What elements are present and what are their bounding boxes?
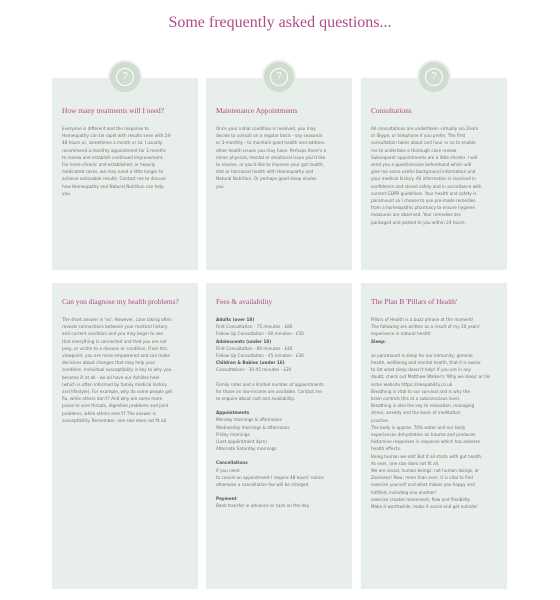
body-line: and lifestyle). For example, why do some people get: [62, 389, 173, 395]
body-line: susceptibility. Remember, one size does not fit all.: [62, 417, 168, 423]
body-line: exercise creates movement, flow and flexibility.: [371, 496, 471, 502]
faq-card-maintenance: [206, 71, 352, 270]
body-line: confidence and stored safely and in accordance with: [371, 183, 482, 189]
body-line: Friday mornings: [216, 431, 250, 437]
body-line: decide to consult on a regular basis - say seasonal: [216, 133, 322, 139]
body-line: to enquire about cost and availability.: [216, 396, 295, 402]
body-line: Adults (over 18): [216, 317, 255, 322]
body-line: your medical history. All information is received in: [371, 176, 476, 182]
body-line: stress, anxiety and the basis of meditation: [371, 410, 461, 416]
body-line: packaged and posted to you within 24 hours.: [371, 219, 466, 225]
body-line: reveals connections between your medical history: [62, 324, 168, 330]
body-line: minor physical, mental or emotional issue you'd like: [216, 154, 326, 160]
body-line: Appointments: [216, 410, 250, 416]
card-body: [371, 316, 497, 510]
body-line: Make it worthwhile, make it social and get outside!: [371, 504, 478, 510]
body-line: that everything is connected and that you are not: [62, 338, 167, 344]
body-line: and current condition and you may begin to see: [62, 331, 163, 337]
body-line: diet or hormonal health with Homeopathy and: [216, 169, 314, 175]
body-line: (Last appointment 4pm): [216, 439, 267, 445]
card-body: [216, 125, 342, 190]
body-line: [371, 345, 497, 352]
body-line: Everyone is different and the response to: [62, 126, 149, 131]
spacer: [216, 488, 342, 495]
card-body: [62, 125, 188, 197]
body-line: prone to sore throats, digestive problems and joint: [62, 403, 169, 409]
body-line: practise.: [371, 417, 390, 423]
body-line: Sleep:: [371, 338, 386, 344]
body-line: consultation takes about and hour or so to enable: [371, 140, 476, 146]
body-line: Pillars of Health is a buzz phrase at the moment!: [371, 317, 474, 322]
body-line: experiences dehydration as trauma and produces: [371, 432, 476, 438]
body-line: give me some useful background information and: [371, 169, 476, 175]
body-line: health, wellbeing and mental health, that it is easier: [371, 360, 481, 366]
body-line: health effects.: [371, 446, 402, 452]
card-title: Consultations: [371, 106, 412, 115]
spacer: [216, 402, 342, 409]
body-line: (which is often informed by family medical history: [62, 381, 168, 387]
body-line: become ill at all - we all have our Achilles heel: [62, 374, 160, 380]
body-line: other health issues you may have. Perhaps there's a: [216, 147, 327, 153]
body-line: Breathing is also the key to relaxation, managing: [371, 403, 475, 409]
card-body: [62, 316, 188, 424]
card-body: [216, 316, 342, 510]
body-line: Once your initial condition is resolved, you may: [216, 126, 316, 131]
card-title: Maintenance Appointments: [216, 106, 298, 115]
card-title: The Plan B 'Pillars of Health': [371, 297, 458, 306]
body-line: achieve noticeable results. Contact me to discuss: [62, 176, 167, 182]
card-body: [371, 125, 497, 226]
question-icon: ?: [417, 60, 451, 94]
body-line: decisions about changes that may help your: [62, 360, 156, 366]
body-line: for those on low-income are available. Contact me: [216, 388, 322, 394]
body-line: viewpoint, you are more empowered and can make: [62, 353, 170, 359]
body-line: to review and establish continued improvement.: [62, 154, 164, 160]
body-line: prey, or victim to a disease or condition. From this: [62, 345, 168, 351]
body-line: condition. Individual susceptibility is key to why you: [62, 367, 172, 373]
body-line: Monday mornings & afternoons: [216, 417, 282, 423]
body-line: so paramount is sleep for our immunity, general: [371, 352, 473, 358]
body-line: First Consultation - 75 minutes - £80: [216, 324, 293, 330]
faq-card-pillars: [361, 283, 507, 589]
body-line: Adolescents (under 18): [216, 338, 272, 344]
body-line: Children & Babies (under 16): [216, 360, 285, 366]
body-line: Bank transfer in advance or cash on the day: [216, 503, 310, 509]
body-line: Follow Up Consultation - 45 minutes - £30: [216, 353, 304, 359]
body-line: otherwise a cancellation fee will be charged.: [216, 482, 310, 488]
body-line: First Consultation - 60 minutes - £40: [216, 345, 293, 351]
spacer: [216, 374, 342, 381]
body-line: paramount so I choose to use pre-made remedies: [371, 198, 476, 204]
body-line: Breathing is vital to our survival and is why the: [371, 388, 470, 394]
body-line: All consultations are undertaken virtually via Zoom: [371, 126, 479, 131]
question-icon: ?: [108, 60, 142, 94]
body-line: We are social, human beings: not human doings, or: [371, 468, 480, 474]
faq-card-diagnose: [52, 283, 198, 589]
faq-card-treatments: [52, 71, 198, 270]
body-line: you.: [62, 190, 72, 196]
body-line: sister website https://sleepability.co.uk: [371, 381, 453, 387]
body-line: Alternate Saturday mornings: [216, 446, 277, 452]
body-line: how Homeopathy and Natural Nutrition can help: [62, 183, 164, 189]
body-line: or Skype, or telephone if you prefer. The first: [371, 133, 466, 139]
body-line: brain controls this at a subconscious level.: [371, 396, 461, 402]
body-line: current GDPR guidelines. Your health and safety is: [371, 190, 477, 196]
body-line: Natural Nutrition. Or perhaps good sleep eludes: [216, 176, 317, 182]
body-line: recommend a monthly appointment for 3 months: [62, 147, 166, 153]
body-line: to cancel an appointment I require 48 hours' notice: [216, 474, 324, 480]
body-line: histamine responses in response which has adverse: [371, 439, 481, 445]
body-line: Consultations - 30-45 minutes - £20: [216, 367, 292, 373]
question-icon: ?: [262, 60, 296, 94]
body-line: Zoomans! Now, more than ever, it is vital to find: [371, 475, 473, 481]
faq-heading: Some frequently asked questions...: [168, 14, 392, 31]
body-line: to resolve, or you'd like to improve your gut health,: [216, 162, 324, 168]
card-title: How many treatments will I need?: [62, 106, 165, 115]
body-line: Family rates and a limited number of appointments: [216, 381, 324, 387]
body-line: doubt, check out Matthew Walker's 'Why we sleep' or his: [371, 374, 491, 380]
body-line: from a homeopathic pharmacy to ensure hygiene: [371, 205, 475, 211]
body-line: Payment: [216, 496, 237, 502]
body-line: Follow Up Consultation - 60 minutes - £50: [216, 331, 304, 337]
body-line: fulfilled, including one another!: [371, 489, 437, 495]
body-line: or 3-monthly - to maintain good health and address: [216, 140, 325, 146]
faq-card-fees: [206, 283, 352, 589]
body-line: Wednesday mornings & afternoons: [216, 424, 290, 430]
body-line: problems, while others aren't? The answer is: [62, 410, 156, 416]
body-line: If you need: [216, 467, 240, 473]
card-title: Can you diagnose my health problems?: [62, 297, 179, 306]
body-line: As ever, one size does not fit all.: [371, 460, 440, 466]
body-line: Subsequent appointments are a little shorter. I will: [371, 154, 478, 160]
body-line: The body is approx. 70% water and our body: [371, 424, 466, 430]
body-line: experience in natural health:: [371, 331, 432, 337]
body-line: Cancellations: [216, 460, 248, 466]
body-line: exercise yourself and what makes you happy and: [371, 482, 475, 488]
body-line: send you a questionnaire beforehand which will: [371, 162, 472, 168]
body-line: The short answer is 'no'. However, case taking often: [62, 317, 172, 322]
body-line: measures are observed. Your remedies are: [371, 212, 461, 218]
body-line: to list what sleep doesn't help! If you are in any: [371, 367, 471, 373]
body-line: 48 hours or, sometimes a month or so. I usually: [62, 140, 163, 146]
body-line: Homeopathy can be rapid with results seen with 24-: [62, 133, 172, 139]
faq-card-consultations: [361, 71, 507, 270]
spacer: [216, 452, 342, 459]
body-line: medicated cases, we may need a little longer to: [62, 169, 164, 175]
card-title: Fees & availability: [216, 297, 273, 306]
body-line: Being human we eat! But it all starts with gut health.: [371, 453, 483, 459]
body-line: me to undertake a thorough case review.: [371, 147, 458, 153]
body-line: flu, while others don't? And why are some more: [62, 396, 163, 402]
body-line: For more chronic and established, or heavily: [62, 162, 156, 168]
body-line: you.: [216, 183, 226, 189]
body-line: The following are written as a result of my 20 years': [371, 324, 481, 330]
